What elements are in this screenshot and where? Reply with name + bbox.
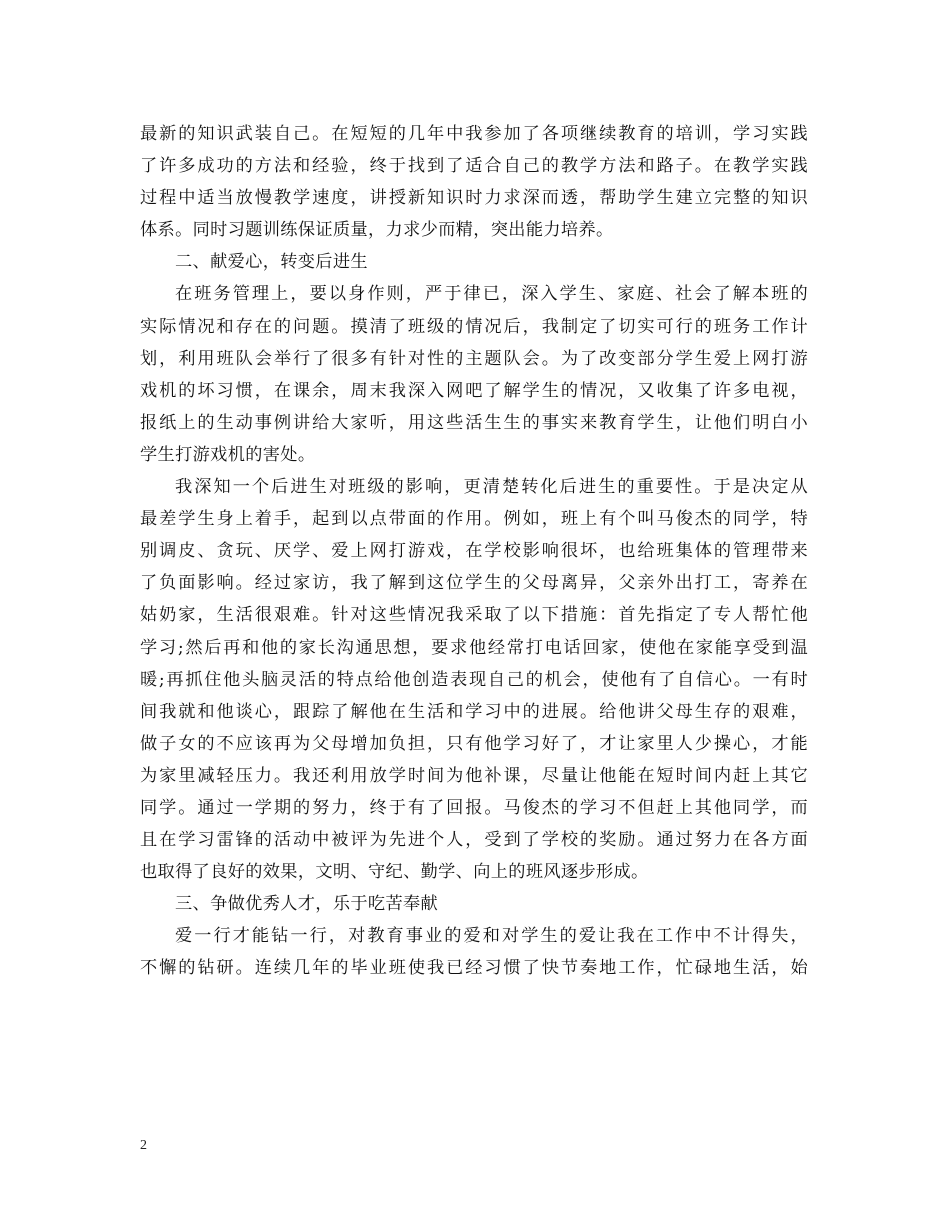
text-line: 体系。同时习题训练保证质量，力求少而精，突出能力培养。: [140, 220, 614, 241]
text-line: 学习;然后再和他的家长沟通思想，要求他经常打电话回家，使他在家能享受到温: [140, 637, 808, 658]
text-line: 过程中适当放慢教学速度，讲授新知识时力求深而透，帮助学生建立完整的知识: [140, 188, 808, 209]
text-line: 姑奶家，生活很艰难。针对这些情况我采取了以下措施：首先指定了专人帮忙他: [140, 605, 808, 626]
text-line: 同学。通过一学期的努力，终于有了回报。马俊杰的学习不但赶上其他同学，而: [140, 797, 808, 818]
text-line: 做子女的不应该再为父母增加负担，只有他学习好了，才让家里人少操心，才能: [140, 733, 808, 754]
text-line: 我深知一个后进生对班级的影响，更清楚转化后进生的重要性。于是决定从: [175, 477, 808, 498]
text-line: 暖;再抓住他头脑灵活的特点给他创造表现自己的机会，使他有了自信心。一有时: [140, 669, 808, 690]
text-line: 间我就和他谈心，跟踪了解他在生活和学习中的进展。给他讲父母生存的艰难，: [140, 701, 808, 722]
text-line: 了许多成功的方法和经验，终于找到了适合自己的教学方法和路子。在教学实践: [140, 156, 808, 177]
text-line: 了负面影响。经过家访，我了解到这位学生的父母离异，父亲外出打工，寄养在: [140, 573, 808, 594]
text-line: 不懈的钻研。连续几年的毕业班使我已经习惯了快节奏地工作，忙碌地生活，始: [140, 958, 808, 979]
text-line: 最差学生身上着手，起到以点带面的作用。例如，班上有个叫马俊杰的同学，特: [140, 509, 808, 530]
text-line: 学生打游戏机的害处。: [140, 444, 316, 465]
text-line: 在班务管理上，要以身作则，严于律已，深入学生、家庭、社会了解本班的: [175, 284, 808, 305]
section-heading: 二、献爱心，转变后进生: [175, 252, 368, 273]
text-line: 最新的知识武装自己。在短短的几年中我参加了各项继续教育的培训，学习实践: [140, 124, 808, 144]
text-line: 为家里减轻压力。我还利用放学时间为他补课，尽量让他能在短时间内赶上其它: [140, 765, 808, 786]
document-body: [140, 118, 808, 985]
page-number: 2: [140, 1138, 147, 1153]
text-line: 也取得了良好的效果，文明、守纪、勤学、向上的班风逐步形成。: [140, 862, 649, 883]
text-line: 实际情况和存在的问题。摸清了班级的情况后，我制定了切实可行的班务工作计: [140, 316, 808, 337]
text-line: 且在学习雷锋的活动中被评为先进个人，受到了学校的奖励。通过努力在各方面: [140, 830, 808, 851]
text-line: 爱一行才能钻一行，对教育事业的爱和对学生的爱让我在工作中不计得失，: [175, 926, 808, 947]
text-line: 别调皮、贪玩、厌学、爱上网打游戏，在学校影响很坏，也给班集体的管理带来: [140, 541, 808, 562]
section-heading: 三、争做优秀人才，乐于吃苦奉献: [175, 894, 439, 915]
text-line: 划，利用班队会举行了很多有针对性的主题队会。为了改变部分学生爱上网打游: [140, 348, 808, 369]
text-line: 报纸上的生动事例讲给大家听，用这些活生生的事实来教育学生，让他们明白小: [140, 412, 808, 433]
text-line: 戏机的坏习惯，在课余，周末我深入网吧了解学生的情况，又收集了许多电视，: [140, 380, 808, 401]
